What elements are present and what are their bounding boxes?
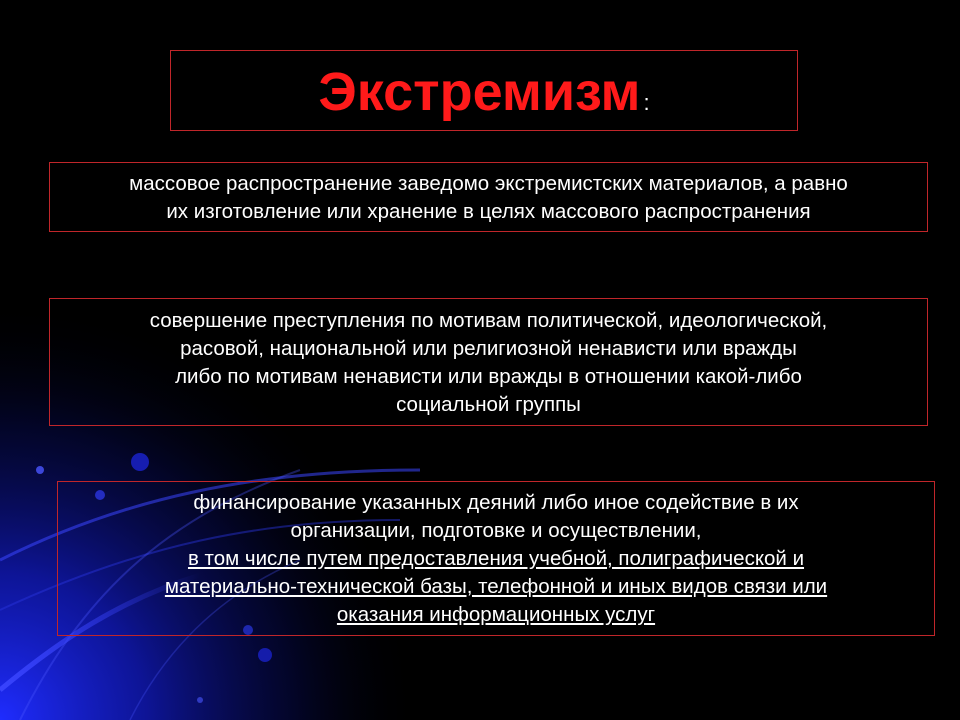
- item-3-underlined-line-2: материально-технической базы, телефонной и иных видов связи или: [164, 575, 828, 598]
- item-2-line-3: либо по мотивам ненависти или вражды в отношении какой-либо: [175, 365, 802, 388]
- item-1-line-1: массовое распространение заведомо экстремистских материалов, а равно: [129, 172, 848, 195]
- item-3-underlined-line-3: оказания информационных услуг: [336, 603, 656, 626]
- item-3-line-1: финансирование указанных деяний либо иное содействие в их: [193, 491, 799, 514]
- item-2-line-1: совершение преступления по мотивам политической, идеологической,: [149, 309, 828, 332]
- item-2-line-2: расовой, национальной или религиозной ненависти или вражды: [180, 337, 797, 360]
- title-box: [170, 50, 798, 131]
- definition-item-1: [49, 162, 928, 232]
- definition-item-2: [49, 298, 928, 426]
- page-title: [171, 61, 797, 123]
- definition-item-3: [57, 481, 935, 636]
- title-word: Экстремизм: [318, 62, 641, 122]
- item-3-line-2: организации, подготовке и осуществлении,: [290, 519, 702, 542]
- item-1-line-2: их изготовление или хранение в целях массового распространения: [166, 200, 811, 223]
- item-2-line-4: социальной группы: [396, 393, 581, 416]
- title-colon: :: [643, 90, 650, 115]
- item-3-underlined-line-1: в том числе путем предоставления учебной, полиграфической и: [187, 547, 805, 570]
